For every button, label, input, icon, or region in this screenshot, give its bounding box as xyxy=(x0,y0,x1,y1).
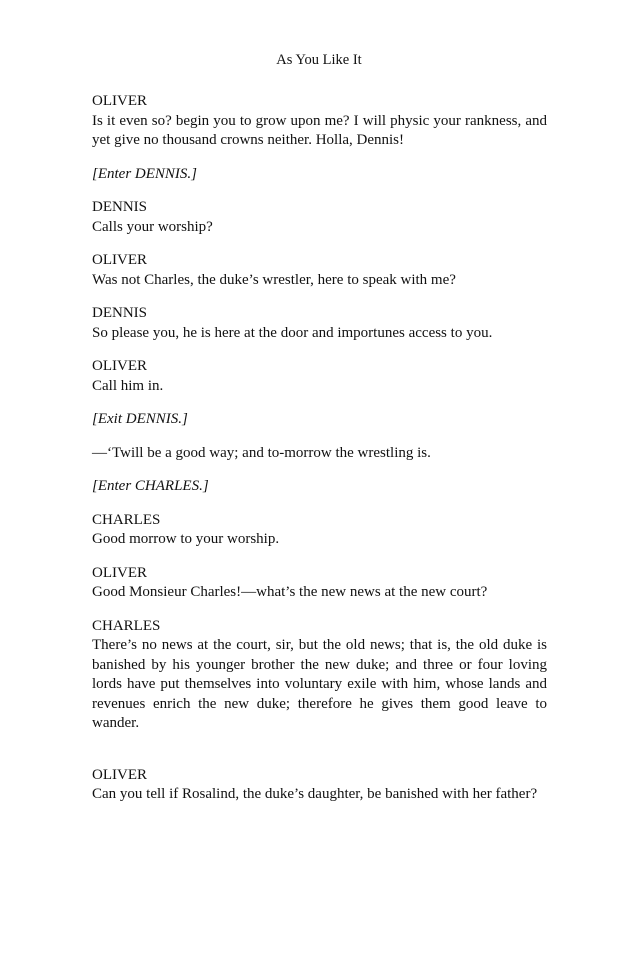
stage-direction-block xyxy=(92,410,547,430)
aside-line: —‘Twill be a good way; and to-morrow the wrestling is. xyxy=(92,444,431,461)
speech-text: There’s no news at the court, sir, but the old news; that is, the old duke is banished by his younger brother the new duke; and three or four loving lords have put themselves into voluntary exile with him, whose lands and revenues enrich the new duke; therefore he gives them good leave to wander. xyxy=(92,637,547,731)
speaker-name: OLIVER xyxy=(92,358,147,374)
stage-direction-block xyxy=(92,165,547,185)
speaker-name: CHARLES xyxy=(92,617,161,634)
stage-direction: [Exit DENNIS.] xyxy=(92,411,188,427)
speech-block xyxy=(92,251,547,290)
speech-text: Was not Charles, the duke’s wrestler, here to speak with me? xyxy=(92,271,456,288)
stage-direction: [Enter CHARLES.] xyxy=(92,478,209,494)
speaker-name: OLIVER xyxy=(92,766,147,783)
speaker-name: CHARLES xyxy=(92,511,161,528)
speech-block xyxy=(92,511,547,550)
running-header-title: As You Like It xyxy=(276,52,362,68)
speech-block xyxy=(92,92,547,151)
speaker-name: OLIVER xyxy=(92,564,147,581)
speaker-name: OLIVER xyxy=(92,93,147,109)
speech-text: Can you tell if Rosalind, the duke’s daughter, be banished with her father? xyxy=(92,786,538,802)
speech-block xyxy=(92,564,547,603)
speech-text: Good Monsieur Charles!—what’s the new news at the new court? xyxy=(92,584,488,600)
speaker-name: OLIVER xyxy=(92,252,147,268)
speech-text: Good morrow to your worship. xyxy=(92,531,280,547)
speech-block xyxy=(92,357,547,396)
speech-text: So please you, he is here at the door and importunes access to you. xyxy=(92,324,493,341)
stage-direction: [Enter DENNIS.] xyxy=(92,165,197,182)
speech-text: Calls your worship? xyxy=(92,218,213,235)
play-script xyxy=(92,92,547,819)
aside-line-block xyxy=(92,444,547,464)
speech-block xyxy=(92,617,547,734)
speech-text: Is it even so? begin you to grow upon me? I will physic your rankness, and yet give no thousand crowns neither. Holla, Dennis! xyxy=(92,112,547,148)
speech-text: Call him in. xyxy=(92,377,164,394)
speaker-name: DENNIS xyxy=(92,199,147,215)
speaker-name: DENNIS xyxy=(92,305,147,321)
speech-block xyxy=(92,766,547,805)
speech-block xyxy=(92,198,547,237)
stage-direction-block xyxy=(92,477,547,497)
speech-block xyxy=(92,304,547,343)
